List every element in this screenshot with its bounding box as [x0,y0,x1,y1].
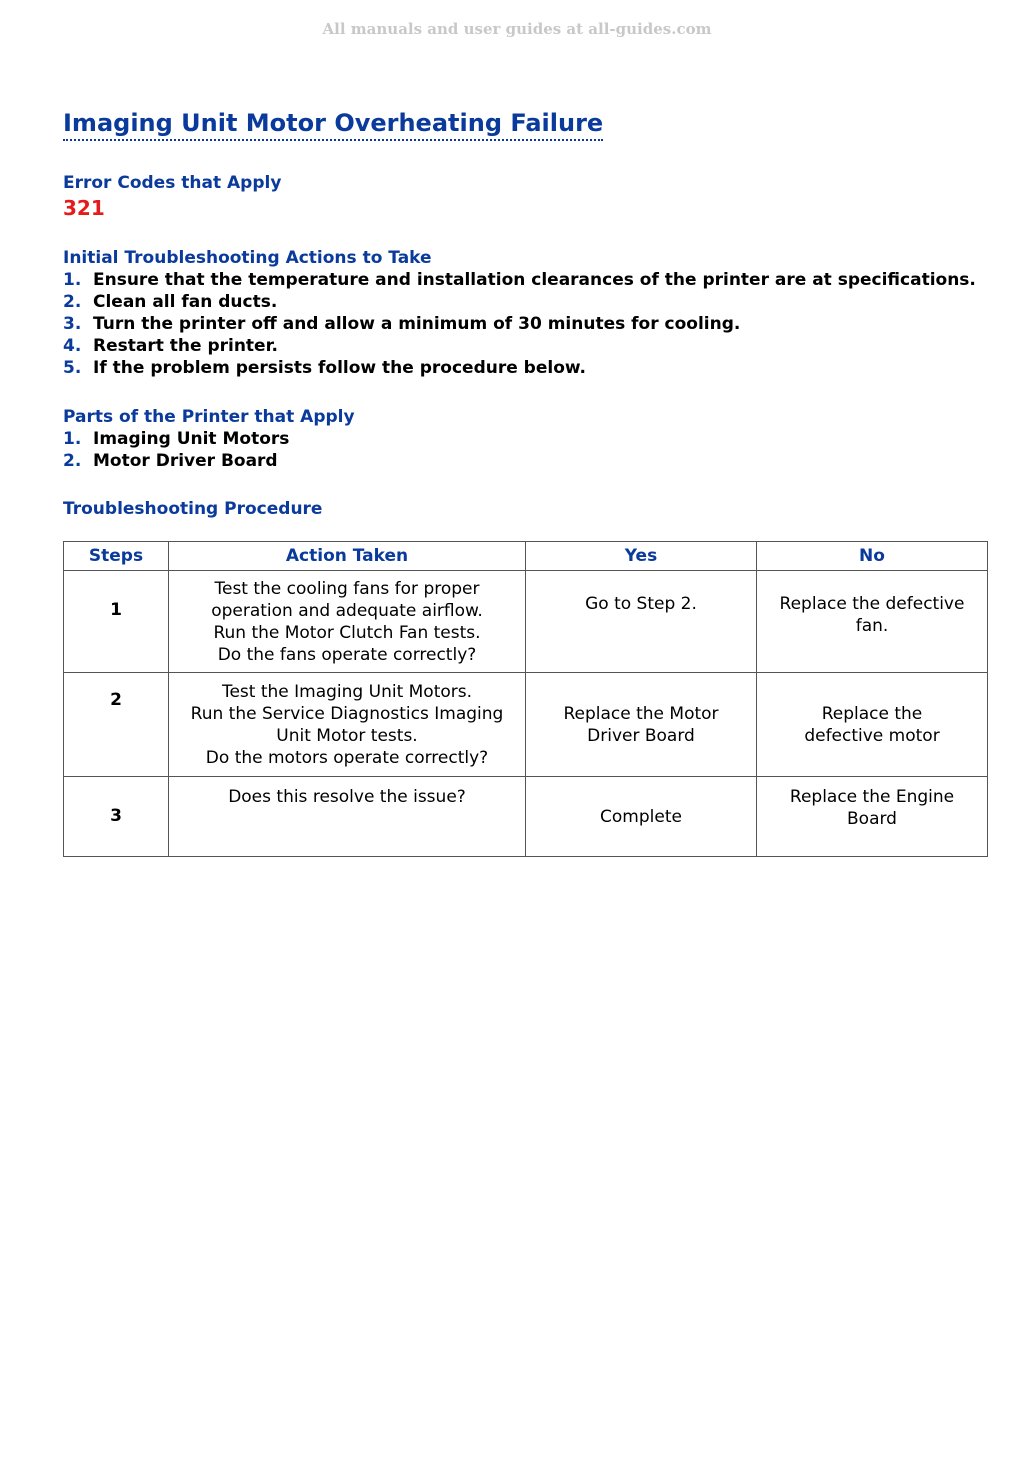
no-cell: Replace the defective motor [757,673,988,777]
watermark: All manuals and user guides at all-guides.com [322,20,712,38]
initial-actions-list [63,269,1003,379]
error-codes-heading: Error Codes that Apply [63,173,282,193]
procedure-table [63,541,988,857]
error-code: 321 [63,196,105,220]
yes-cell: Go to Step 2. [526,571,757,673]
list-item: 3. Turn the printer off and allow a minimum of 30 minutes for cooling. [63,314,741,334]
no-cell: Replace the defective fan. [757,571,988,673]
table-header-row [64,542,988,571]
step-number: 3 [64,777,169,857]
step-number: 2 [64,673,169,777]
table-row [64,571,988,673]
column-header-yes: Yes [526,542,757,571]
table-row [64,673,988,777]
procedure-heading: Troubleshooting Procedure [63,499,323,519]
column-header-action: Action Taken [169,542,526,571]
list-item: 2. Motor Driver Board [63,451,278,471]
list-item: 5. If the problem persists follow the procedure below. [63,358,586,378]
yes-cell: Complete [526,777,757,857]
list-item: 1. Imaging Unit Motors [63,429,290,449]
initial-actions-heading: Initial Troubleshooting Actions to Take [63,248,432,268]
document-body [63,108,1003,857]
page-title: Imaging Unit Motor Overheating Failure [63,108,603,141]
action-cell: Test the Imaging Unit Motors. Run the Service Diagnostics Imaging Unit Motor tests. Do the motors operate correctly? [169,673,526,777]
parts-heading: Parts of the Printer that Apply [63,407,355,427]
no-cell: Replace the Engine Board [757,777,988,857]
column-header-no: No [757,542,988,571]
action-cell: Does this resolve the issue? [169,777,526,857]
column-header-steps: Steps [64,542,169,571]
action-cell: Test the cooling fans for proper operation and adequate airflow. Run the Motor Clutch Fan tests. Do the fans operate correctly? [169,571,526,673]
step-number: 1 [64,571,169,673]
yes-cell: Replace the Motor Driver Board [526,673,757,777]
list-item: 4. Restart the printer. [63,336,278,356]
parts-list [63,428,1003,472]
list-item: 1. Ensure that the temperature and installation clearances of the printer are at specifications. [63,270,976,290]
table-row [64,777,988,857]
list-item: 2. Clean all fan ducts. [63,292,278,312]
